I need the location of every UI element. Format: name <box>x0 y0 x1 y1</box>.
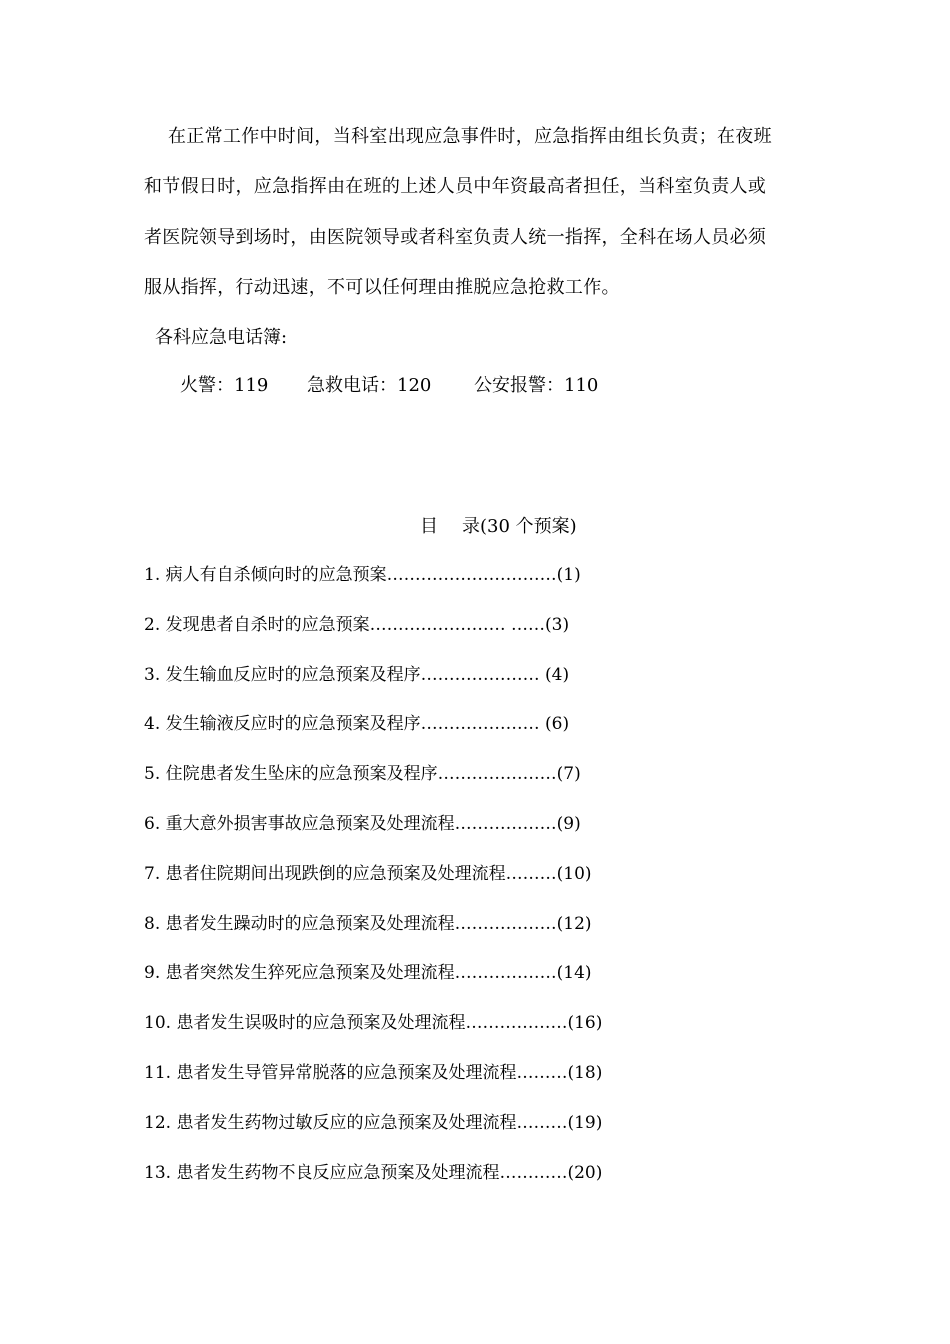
toc-list <box>144 563 602 1210</box>
ambulance-phone: 急救电话：120 <box>307 375 432 396</box>
paragraph-line: 者医院领导到场时，由医院领导或者科室负责人统一指挥，全科在场人员必须 <box>144 227 767 248</box>
toc-item: 2. 发现患者自杀时的应急预案…………………… ……(3) <box>144 614 570 635</box>
toc-title-right: 录(30 个预案) <box>462 516 577 537</box>
paragraph-line: 和节假日时，应急指挥由在班的上述人员中年资最高者担任，当科室负责人或 <box>144 176 767 197</box>
police-phone: 公安报警：110 <box>474 375 599 396</box>
toc-item: 5. 住院患者发生坠床的应急预案及程序…………………(7) <box>144 764 581 785</box>
toc-item: 10. 患者发生误吸时的应急预案及处理流程………………(16) <box>144 1013 603 1034</box>
toc-item: 6. 重大意外损害事故应急预案及处理流程………………(9) <box>144 813 581 834</box>
toc-item: 12. 患者发生药物过敏反应的应急预案及处理流程………(19) <box>144 1112 603 1133</box>
toc-item: 8. 患者发生躁动时的应急预案及处理流程………………(12) <box>144 913 592 934</box>
toc-item: 3. 发生输血反应时的应急预案及程序………………… (4) <box>144 664 570 685</box>
paragraph-line: 在正常工作中时间，当科室出现应急事件时，应急指挥由组长负责；在夜班 <box>168 126 772 147</box>
toc-item: 11. 患者发生导管异常脱落的应急预案及处理流程………(18) <box>144 1062 603 1083</box>
toc-title-left: 目 <box>420 516 438 537</box>
toc-item: 9. 患者突然发生猝死应急预案及处理流程………………(14) <box>144 963 592 984</box>
toc-title <box>420 515 577 539</box>
toc-item: 13. 患者发生药物不良反应应急预案及处理流程…………(20) <box>144 1162 603 1183</box>
toc-item: 7. 患者住院期间出现跌倒的应急预案及处理流程………(10) <box>144 863 592 884</box>
phone-book-heading: 各科应急电话簿: <box>155 327 288 348</box>
toc-item: 4. 发生输液反应时的应急预案及程序………………… (6) <box>144 714 570 735</box>
toc-item: 1. 病人有自杀倾向时的应急预案…………………………(1) <box>144 565 581 585</box>
fire-phone: 火警：119 <box>180 375 269 396</box>
paragraph-line: 服从指挥，行动迅速，不可以任何理由推脱应急抢救工作。 <box>144 277 620 298</box>
